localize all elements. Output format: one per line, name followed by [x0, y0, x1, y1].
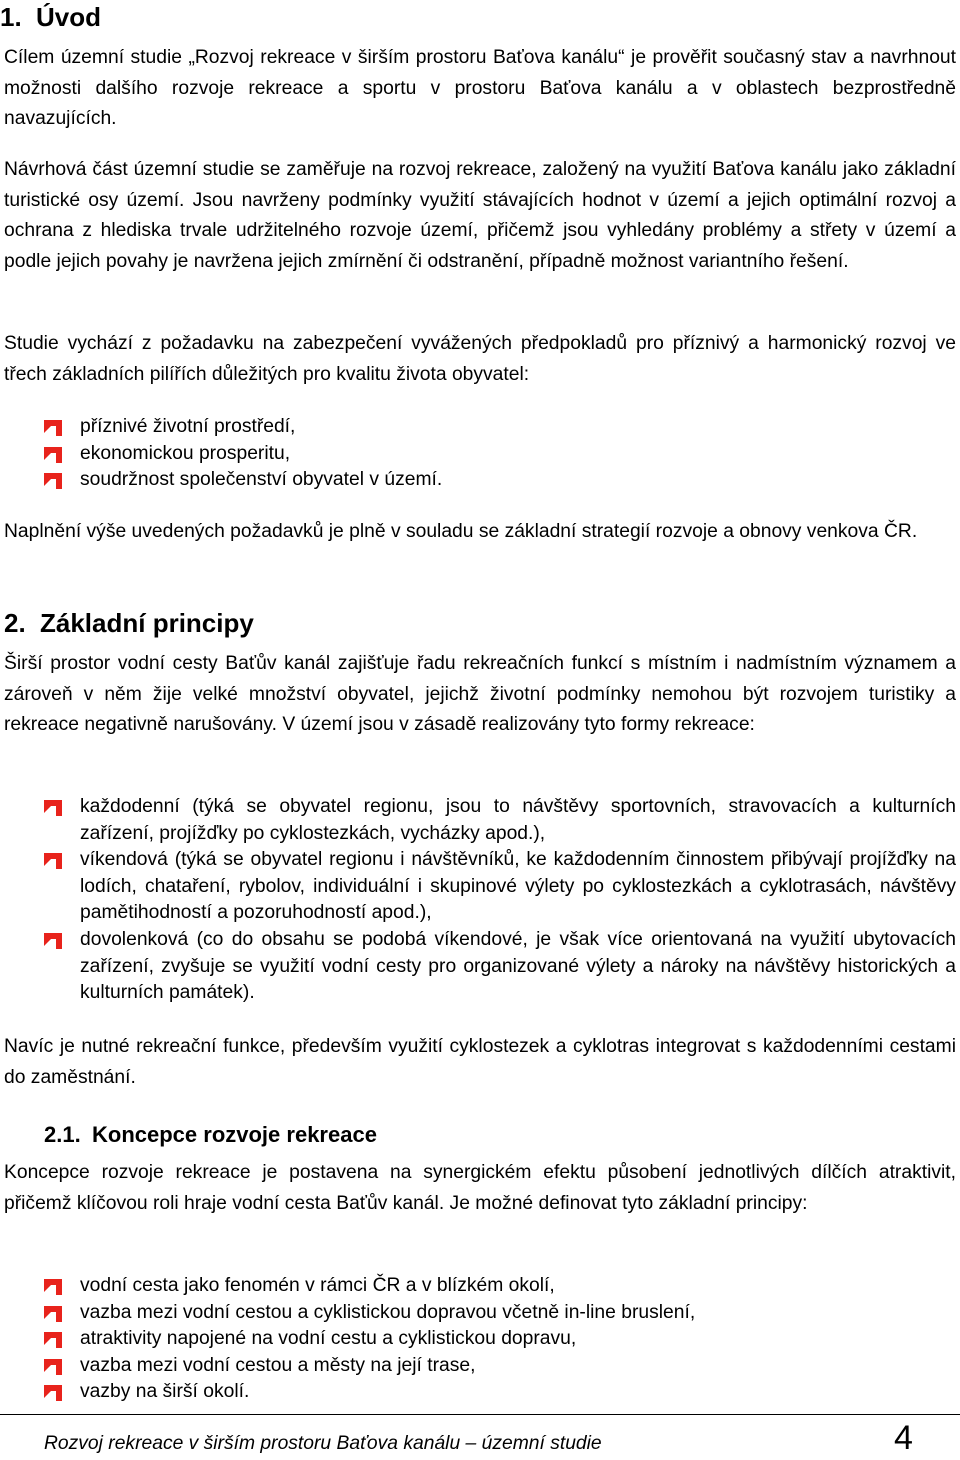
list-item-text: vazba mezi vodní cestou a cyklistickou dopravou včetně in-line bruslení,	[80, 1301, 696, 1323]
list-item-text: ekonomickou prosperitu,	[80, 442, 291, 464]
list-item-text: atraktivity napojené na vodní cestu a cyklistickou dopravu,	[80, 1328, 577, 1350]
list-item-text: každodenní (týká se obyvatel regionu, jsou to návštěvy sportovních, stravovacích a kulturních zařízení, projížďky po cyklostezkách, vycházky apod.),	[80, 796, 956, 844]
list-item	[0, 1300, 960, 1327]
paragraph: Naplnění výše uvedených požadavků je plně v souladu se základní strategií rozvoje a obnovy venkova ČR.	[4, 521, 918, 542]
section-heading-uvod	[0, 2, 101, 32]
list-item	[0, 414, 960, 441]
list-item	[0, 927, 960, 1007]
list-item	[0, 794, 960, 847]
subsection-title: Koncepce rozvoje rekreace	[92, 1122, 377, 1147]
red-arrow-bullet-icon	[42, 1330, 66, 1350]
list-item	[0, 467, 960, 494]
bullet-list	[0, 794, 960, 1007]
paragraph: Studie vychází z požadavku na zabezpečení vyvážených předpokladů pro příznivý a harmonický rozvoj ve třech základních pilířích důležitých pro kvalitu života obyvatel:	[4, 333, 956, 385]
section-title: Úvod	[36, 2, 101, 32]
list-item	[0, 1353, 960, 1380]
red-arrow-bullet-icon	[42, 1277, 66, 1297]
list-item	[0, 847, 960, 927]
list-item-text: vazba mezi vodní cestou a městy na její trase,	[80, 1354, 476, 1376]
list-item	[0, 1326, 960, 1353]
paragraph: Koncepce rozvoje rekreace je postavena na synergickém efektu působení jednotlivých dílčích atraktivit, přičemž klíčovou roli hraje vodní cesta Baťův kanál. Je možné definovat tyto základní principy:	[4, 1162, 956, 1214]
paragraph: Cílem územní studie „Rozvoj rekreace v širším prostoru Baťova kanálu“ je prověřit současný stav a navrhnout možnosti dalšího rozvoje rekreace a sportu v prostoru Baťova kanálu a v oblastech bezprostředně navazujících.	[4, 47, 956, 130]
bullet-list	[0, 1273, 960, 1406]
section-number: 2.	[4, 608, 26, 638]
red-arrow-bullet-icon	[42, 1357, 66, 1377]
section-number: 1.	[0, 2, 22, 32]
list-item-text: příznivé životní prostředí,	[80, 416, 296, 437]
list-item	[0, 441, 960, 468]
list-item	[0, 1379, 960, 1406]
footer-title: Rozvoj rekreace v širším prostoru Baťova kanálu – územní studie	[44, 1433, 602, 1454]
section-heading-zakladni-principy	[4, 608, 254, 638]
footer-divider	[0, 1414, 960, 1415]
list-item-text: soudržnost společenství obyvatel v území.	[80, 469, 443, 491]
red-arrow-bullet-icon	[42, 931, 66, 951]
red-arrow-bullet-icon	[42, 798, 66, 818]
list-item-text: vodní cesta jako fenomén v rámci ČR a v blízkém okolí,	[80, 1275, 555, 1296]
red-arrow-bullet-icon	[42, 418, 66, 438]
red-arrow-bullet-icon	[42, 1383, 66, 1403]
bullet-list	[0, 414, 960, 494]
red-arrow-bullet-icon	[42, 851, 66, 871]
list-item	[0, 1273, 960, 1300]
red-arrow-bullet-icon	[42, 471, 66, 491]
paragraph: Širší prostor vodní cesty Baťův kanál zajišťuje řadu rekreačních funkcí s místním i nadmístním významem a zároveň v něm žije velké množství obyvatel, jejichž životní podmínky nemohou být rozvojem turistiky a rekreace negativně narušovány. V území jsou v zásadě realizovány tyto formy rekreace:	[4, 653, 956, 736]
section-title: Základní principy	[40, 608, 254, 638]
subsection-heading-koncepce	[44, 1121, 377, 1149]
list-item-text: dovolenková (co do obsahu se podobá víkendové, je však více orientovaná na využití ubytovacích zařízení, zvyšuje se využití vodní cesty pro organizované výlety a nároky na návštěvy historických a kulturních památek).	[80, 928, 956, 1004]
paragraph: Navíc je nutné rekreační funkce, především využití cyklostezek a cyklotras integrovat s každodenními cestami do zaměstnání.	[4, 1036, 956, 1088]
list-item-text: víkendová (týká se obyvatel regionu i návštěvníků, ke každodenním činnostem přibývají projížďky na lodích, chataření, rybolov, individuální i skupinové výlety po cyklostezkách a cyklotrasách, návštěvy pamětihodností a pozoruhodností apod.),	[80, 849, 956, 924]
subsection-number: 2.1.	[44, 1122, 81, 1147]
red-arrow-bullet-icon	[42, 445, 66, 465]
red-arrow-bullet-icon	[42, 1304, 66, 1324]
paragraph: Návrhová část územní studie se zaměřuje na rozvoj rekreace, založený na využití Baťova kanálu jako základní turistické osy území. Jsou navrženy podmínky využití stávajících hodnot v území a jejich optimální rozvoj a ochrana z hlediska trvale udržitelného rozvoje území, přičemž jsou vyhledány problémy a střety v území a podle jejich povahy je navržena jejich zmírnění či odstranění, případně možnost variantního řešení.	[4, 159, 956, 272]
list-item-text: vazby na širší okolí.	[80, 1381, 250, 1403]
page-number: 4	[894, 1419, 913, 1457]
